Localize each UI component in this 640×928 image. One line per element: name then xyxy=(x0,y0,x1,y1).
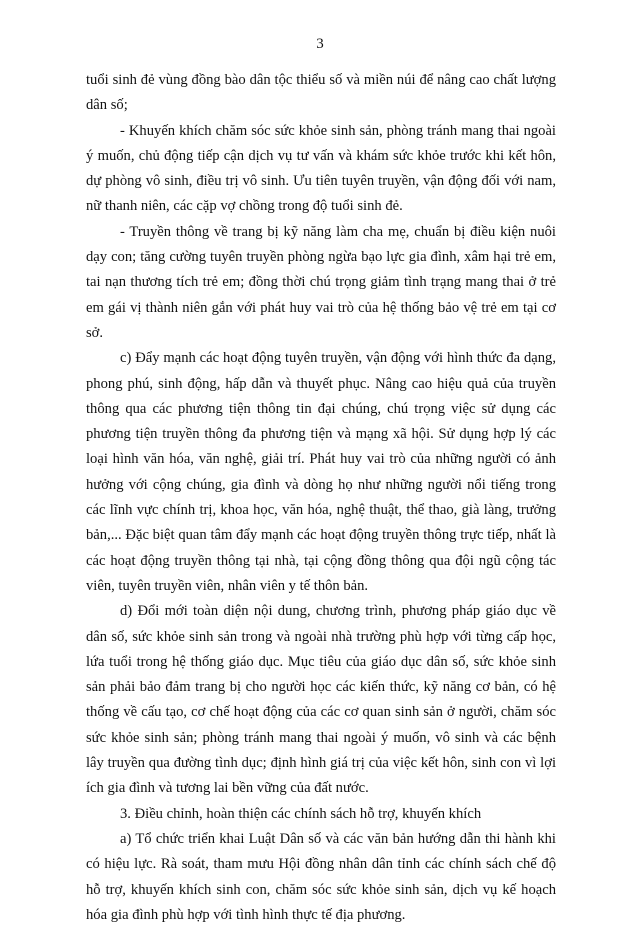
paragraph-continuation: tuổi sinh đẻ vùng đồng bào dân tộc thiểu số và miền núi để nâng cao chất lượng dân số; xyxy=(86,72,556,114)
paragraph-d-education: d) Đổi mới toàn diện nội dung, chương trình, phương pháp giáo dục về dân số, sức khỏe sinh sản trong và ngoài nhà trường phù hợp với từng cấp học, lứa tuổi trong hệ thống giáo dục. Mục tiêu của giáo dục dân số, sức khỏe sinh sản phải bảo đảm trang bị cho người học các kiến thức, kỹ năng cơ bản, có hệ thống về cấu tạo, cơ chế hoạt động của các cơ quan sinh sản ở người, chăm sóc sức khỏe sinh sản; phòng tránh mang thai ngoài ý muốn, vô sinh và các bệnh lây truyền qua đường tình dục; định hình giá trị của việc kết hôn, sinh con vì lợi ích gia đình và tương lai bền vững của đất nước. xyxy=(86,603,556,797)
page-number: 3 xyxy=(316,36,324,52)
paragraph-reproductive-health: - Khuyến khích chăm sóc sức khỏe sinh sản, phòng tránh mang thai ngoài ý muốn, chủ động tiếp cận dịch vụ tư vấn và khám sức khỏe trước khi kết hôn, dự phòng vô sinh, điều trị vô sinh. Ưu tiên tuyên truyền, vận động đối với nam, nữ thanh niên, các cặp vợ chồng trong độ tuổi sinh đẻ. xyxy=(86,122,556,215)
document-body xyxy=(86,68,556,928)
paragraph-parenting-skills: - Truyền thông về trang bị kỹ năng làm cha mẹ, chuẩn bị điều kiện nuôi dạy con; tăng cường tuyên truyền phòng ngừa bạo lực gia đình, xâm hại trẻ em, tai nạn thương tích trẻ em; đồng thời chú trọng giảm tình trạng mang thai ở trẻ em gái vị thành niên gắn với phát huy vai trò của hệ thống bảo vệ trẻ em tại cơ sở. xyxy=(86,223,556,341)
section-heading-3: 3. Điều chỉnh, hoàn thiện các chính sách hỗ trợ, khuyến khích xyxy=(120,805,482,822)
paragraph-a-policy: a) Tổ chức triển khai Luật Dân số và các văn bản hướng dẫn thi hành khi có hiệu lực. Rà soát, tham mưu Hội đồng nhân dân tỉnh các chính sách chế độ hỗ trợ, khuyến khích sinh con, chăm sóc sức khỏe sinh sản, dịch vụ kế hoạch hóa gia đình phù hợp với tình hình thực tế địa phương. xyxy=(86,830,556,923)
paragraph-c-communication: c) Đẩy mạnh các hoạt động tuyên truyền, vận động với hình thức đa dạng, phong phú, sinh động, hấp dẫn và thuyết phục. Nâng cao hiệu quả của truyền thông qua các phương tiện thông tin đại chúng, chú trọng việc sử dụng các phương tiện truyền thông đa phương tiện và mạng xã hội. Sử dụng hợp lý các loại hình văn hóa, văn nghệ, giải trí. Phát huy vai trò của những người có ảnh hưởng với cộng chúng, gia đình và dòng họ như những người nổi tiếng trong các lĩnh vực chính trị, khoa học, văn hóa, nghệ thuật, thể thao, già làng, trưởng bản,... Đặc biệt quan tâm đẩy mạnh các hoạt động truyền thông trực tiếp, nhất là các hoạt động truyền thông tại nhà, tại cộng đồng thông qua đội ngũ cộng tác viên, tuyên truyền viên, nhân viên y tế thôn bản. xyxy=(86,350,556,594)
